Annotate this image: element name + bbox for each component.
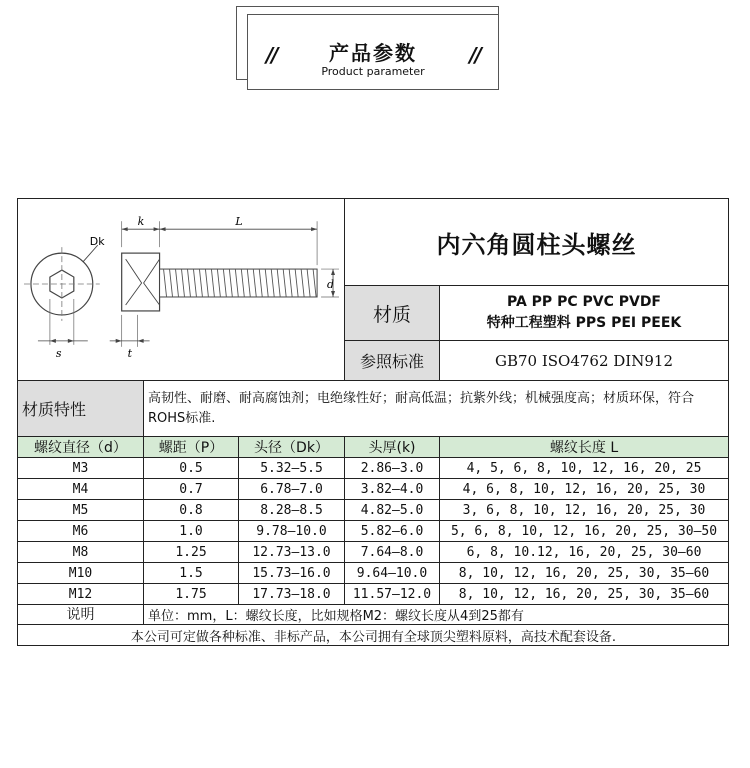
cell-diameter: M10 (18, 563, 144, 584)
material-line-2: 特种工程塑料 PPS PEI PEEK (486, 315, 682, 331)
note-value: 单位：mm，L：螺纹长度，比如规格M2：螺纹长度从4到25都有 (144, 604, 729, 625)
header-pitch: 螺距（P） (144, 437, 239, 458)
cell-head-diameter: 5.32—5.5 (239, 458, 345, 479)
screw-side-view (122, 253, 317, 311)
dim-label-l: L (235, 214, 243, 228)
material-value (440, 286, 729, 341)
cell-thread-length: 6, 8, 10.12, 16, 20, 25, 30—60 (440, 542, 729, 563)
section-header (247, 14, 499, 90)
cell-thread-length: 8, 10, 12, 16, 20, 25, 30, 35—60 (440, 563, 729, 584)
material-label: 材质 (345, 286, 440, 341)
cell-pitch: 1.5 (144, 563, 239, 584)
header-title: 产品参数 (329, 41, 417, 65)
material-line-1: PA PP PC PVC PVDF (506, 294, 661, 310)
cell-head-diameter: 8.28—8.5 (239, 500, 345, 521)
header-head-thickness: 头厚(k) (345, 437, 440, 458)
screw-drawing-cell (18, 199, 345, 381)
dim-label-dk: Dk (89, 234, 105, 248)
cell-head-diameter: 6.78—7.0 (239, 479, 345, 500)
header-slash-left: // (266, 43, 277, 67)
cell-head-thickness: 4.82—5.0 (345, 500, 440, 521)
cell-head-diameter: 17.73—18.0 (239, 584, 345, 605)
screw-drawing (18, 199, 344, 381)
cell-diameter: M5 (18, 500, 144, 521)
cell-pitch: 0.7 (144, 479, 239, 500)
cell-diameter: M8 (18, 542, 144, 563)
header-slash-right: // (469, 43, 480, 67)
cell-head-thickness: 11.57—12.0 (345, 584, 440, 605)
parameter-table (17, 198, 729, 646)
cell-pitch: 1.75 (144, 584, 239, 605)
header-thread-length: 螺纹长度 L (440, 437, 729, 458)
standard-label: 参照标准 (345, 341, 440, 381)
header-subtitle: Product parameter (321, 65, 425, 78)
cell-pitch: 1.25 (144, 542, 239, 563)
cell-head-thickness: 2.86—3.0 (345, 458, 440, 479)
cell-thread-length: 5, 6, 8, 10, 12, 16, 20, 25, 30—50 (440, 521, 729, 542)
cell-head-thickness: 9.64—10.0 (345, 563, 440, 584)
cell-pitch: 0.5 (144, 458, 239, 479)
header-diameter: 螺纹直径（d） (18, 437, 144, 458)
cell-head-thickness: 3.82—4.0 (345, 479, 440, 500)
cell-diameter: M4 (18, 479, 144, 500)
cell-diameter: M3 (18, 458, 144, 479)
note-label: 说明 (18, 604, 144, 625)
cell-head-thickness: 7.64—8.0 (345, 542, 440, 563)
cell-pitch: 0.8 (144, 500, 239, 521)
cell-thread-length: 3, 6, 8, 10, 12, 16, 20, 25, 30 (440, 500, 729, 521)
cell-pitch: 1.0 (144, 521, 239, 542)
screw-end-view (24, 245, 100, 345)
cell-head-diameter: 9.78—10.0 (239, 521, 345, 542)
properties-value: 高韧性、耐磨、耐高腐蚀剂；电绝缘性好；耐高低温；抗紫外线；机械强度高；材质环保，符合ROHS标准. (144, 381, 729, 437)
cell-diameter: M12 (18, 584, 144, 605)
company-footer: 本公司可定做各种标准、非标产品，本公司拥有全球顶尖塑料原料，高技术配套设备. (130, 629, 617, 645)
standard-value: GB70 ISO4762 DIN912 (440, 341, 729, 381)
cell-thread-length: 8, 10, 12, 16, 20, 25, 30, 35—60 (440, 584, 729, 605)
cell-thread-length: 4, 6, 8, 10, 12, 16, 20, 25, 30 (440, 479, 729, 500)
dim-label-s: s (55, 346, 62, 360)
cell-head-diameter: 15.73—16.0 (239, 563, 345, 584)
cell-thread-length: 4, 5, 6, 8, 10, 12, 16, 20, 25 (440, 458, 729, 479)
product-title: 内六角圆柱头螺丝 (345, 199, 729, 286)
dim-label-k: k (137, 214, 145, 228)
dim-label-d: d (327, 277, 335, 291)
dim-label-t: t (127, 346, 133, 360)
cell-diameter: M6 (18, 521, 144, 542)
properties-label: 材质特性 (18, 381, 144, 437)
cell-head-thickness: 5.82—6.0 (345, 521, 440, 542)
header-head-diameter: 头径（Dk） (239, 437, 345, 458)
cell-head-diameter: 12.73—13.0 (239, 542, 345, 563)
